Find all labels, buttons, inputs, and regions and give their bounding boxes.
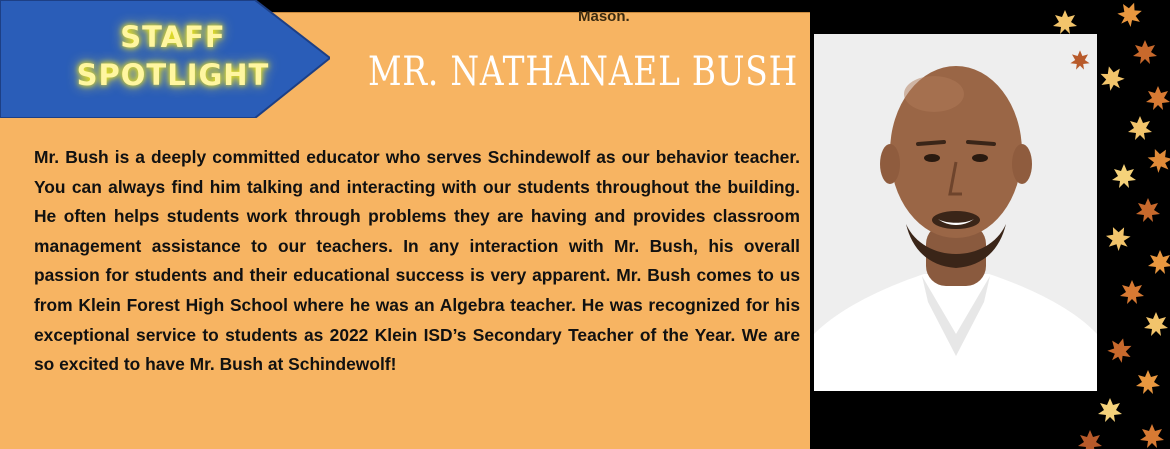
banner-line-staff: STAFF [120, 20, 226, 54]
autumn-leaves-icon [1020, 0, 1170, 449]
cutoff-text: Mason. [578, 8, 630, 25]
staff-name: MR. NATHANAEL BUSH [368, 49, 799, 95]
autumn-leaves-decoration [1020, 0, 1170, 449]
banner-title [58, 18, 288, 94]
staff-spotlight-banner [0, 0, 330, 118]
banner-line-spotlight: SPOTLIGHT [76, 58, 270, 92]
bio-text: Mr. Bush is a deeply committed educator who serves Schindewolf as our behavior teacher. You can always find him talking and interacting with our students throughout the building. He often helps students work through problems they are having and provides classroom management assistance to our teachers. In any interaction with Mr. Bush, his overall passion for students and their educational success is very apparent. Mr. Bush comes to us from Klein Forest High School where he was an Algebra teacher. He was recognized for his exceptional service to students as 2022 Klein ISD’s Secondary Teacher of the Year. We are so excited to have Mr. Bush at Schindewolf! [34, 147, 800, 375]
